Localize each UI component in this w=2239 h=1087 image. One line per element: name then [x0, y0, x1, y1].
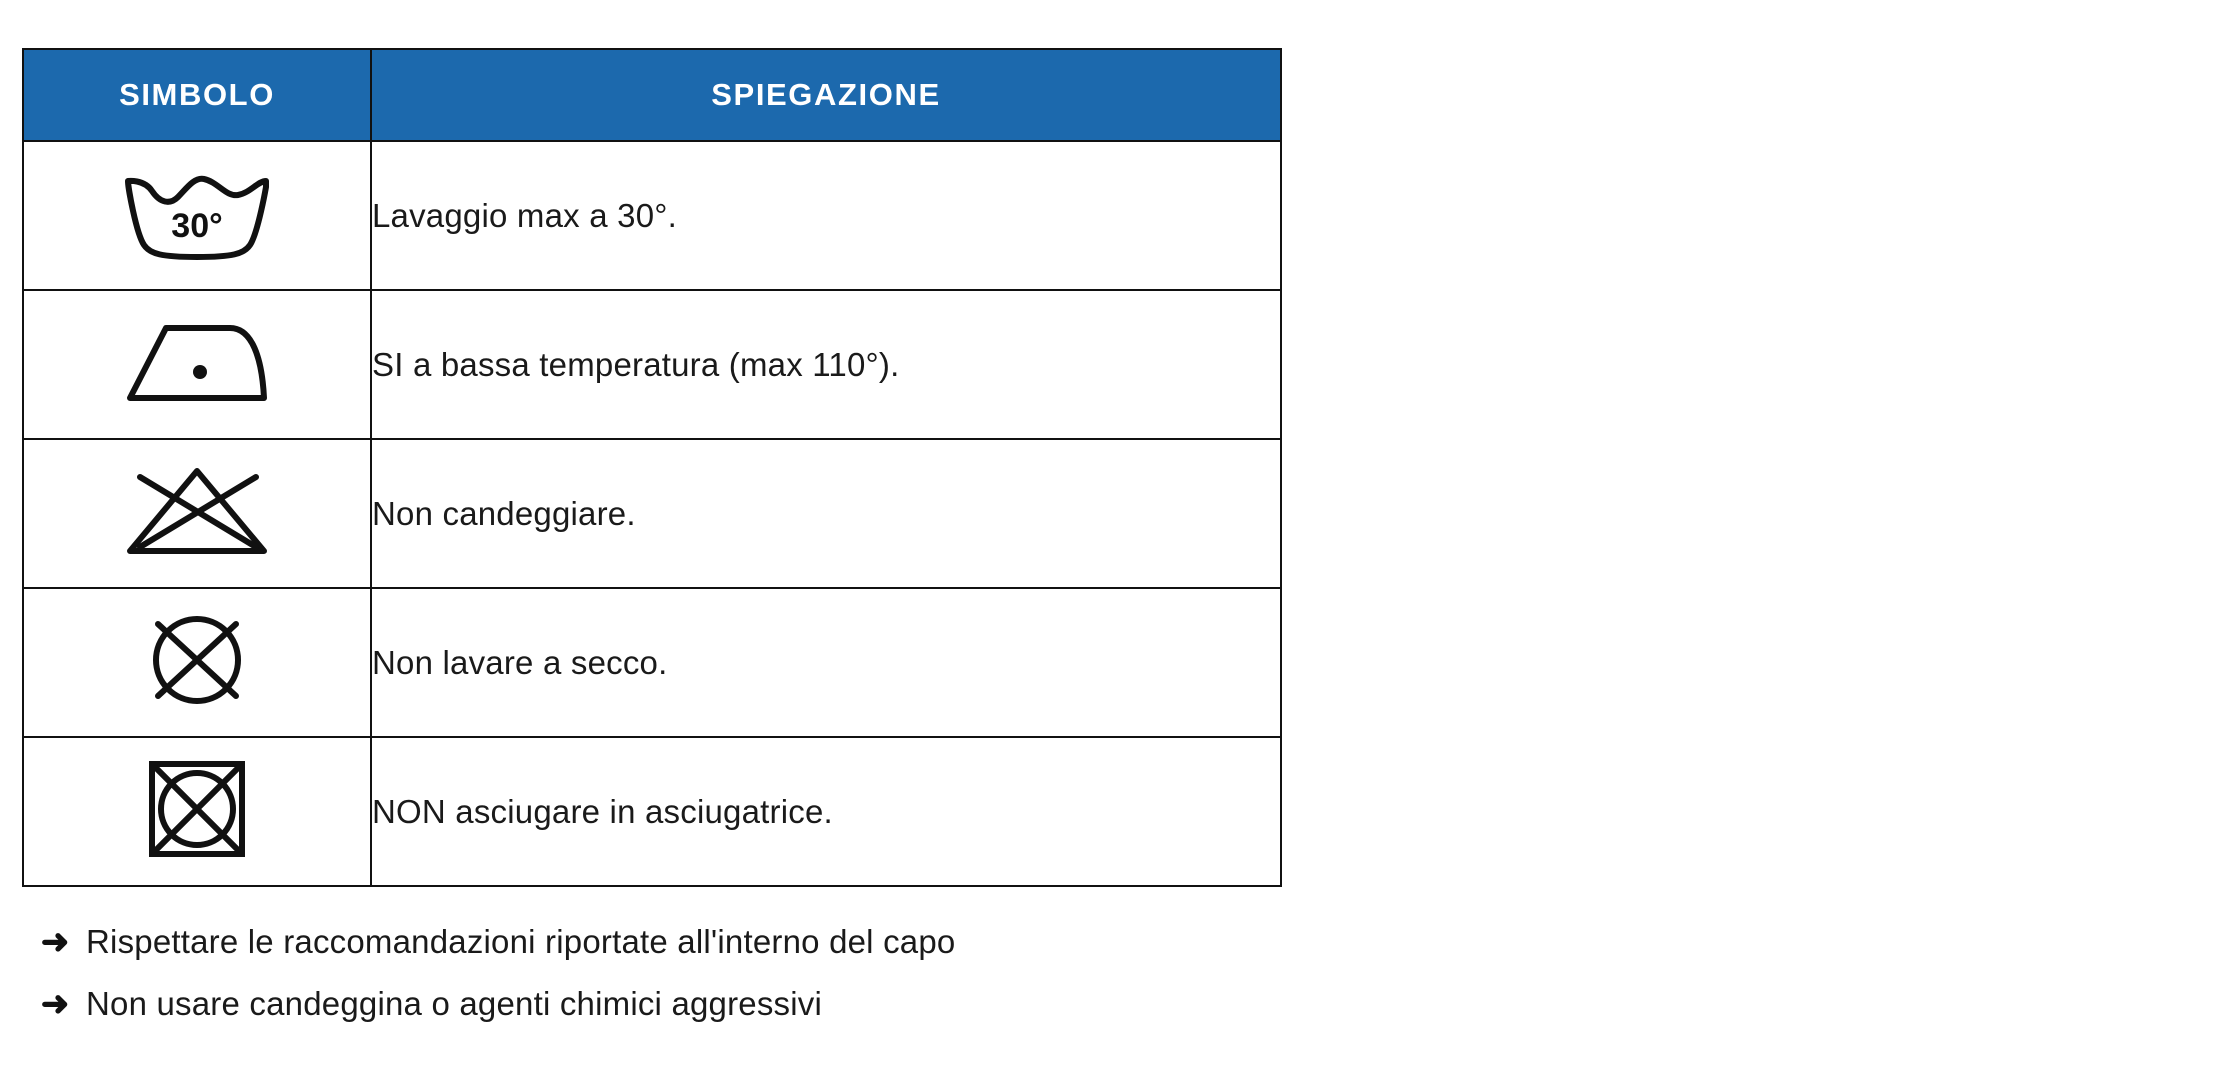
do-not-bleach-triangle-crossed-icon: [122, 463, 272, 559]
explanation-cell: NON asciugare in asciugatrice.: [371, 737, 1281, 886]
list-item: [24, 973, 2239, 1035]
column-header-symbol: SIMBOLO: [23, 49, 371, 141]
arrow-right-icon: ➜: [40, 923, 70, 961]
explanation-cell: Lavaggio max a 30°.: [371, 141, 1281, 290]
iron-one-dot-icon: [122, 314, 272, 410]
explanation-cell: SI a bassa temperatura (max 110°).: [371, 290, 1281, 439]
do-not-dry-clean-circle-crossed-icon: [122, 612, 272, 708]
care-symbols-table: [22, 48, 1282, 887]
note-text: Non usare candeggina o agenti chimici aggressivi: [86, 985, 823, 1022]
table-row: [23, 141, 1281, 290]
note-text: Rispettare le raccomandazioni riportate all'interno del capo: [86, 923, 956, 960]
symbol-cell: [23, 737, 371, 886]
table-header: [23, 49, 1281, 141]
table-row: [23, 290, 1281, 439]
do-not-tumble-dry-square-crossed-icon: [122, 754, 272, 864]
list-item: [24, 911, 2239, 973]
symbol-cell: [23, 588, 371, 737]
wash-tub-30-icon: [122, 165, 272, 261]
symbol-cell: [23, 290, 371, 439]
explanation-cell: Non candeggiare.: [371, 439, 1281, 588]
table-row: [23, 737, 1281, 886]
care-notes-list: [24, 911, 2239, 1035]
table-body: [23, 141, 1281, 886]
table-row: [23, 439, 1281, 588]
wash-temperature-label: 30°: [171, 207, 223, 245]
explanation-cell: Non lavare a secco.: [371, 588, 1281, 737]
table-header-row: [23, 49, 1281, 141]
arrow-right-icon: ➜: [40, 985, 70, 1023]
symbol-cell: [23, 439, 371, 588]
table-row: [23, 588, 1281, 737]
column-header-explanation: SPIEGAZIONE: [371, 49, 1281, 141]
symbol-cell: [23, 141, 371, 290]
